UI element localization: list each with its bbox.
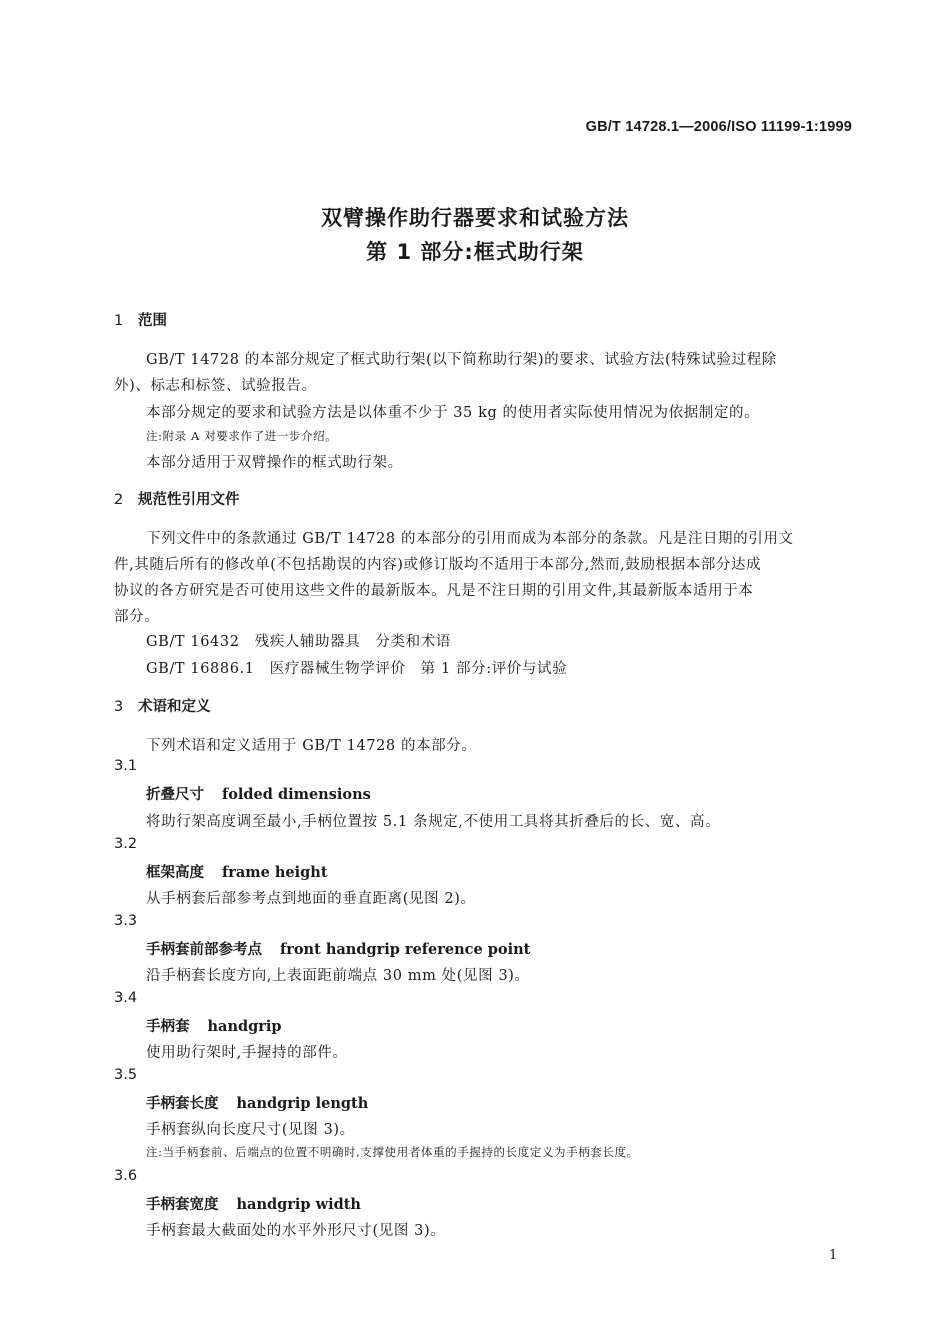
normative-reference: GB/T 16432 残疾人辅助器具 分类和术语 [146,634,451,650]
section-1-paragraph: 本部分规定的要求和试验方法是以体重不少于 35 kg 的使用者实际使用情况为依据制定的。 [146,405,760,421]
section-1-heading [114,309,167,330]
section-2-heading [114,488,240,509]
term-chinese: 手柄套宽度 [146,1196,219,1213]
term-english: handgrip [207,1018,282,1035]
term-english: front handgrip reference point [280,941,531,958]
clause-number: 3.6 [114,1168,138,1184]
term-heading [146,783,371,804]
term-note: 注:当手柄套前、后端点的位置不明确时,支撑使用者体重的手握持的长度定义为手柄套长度。 [146,1145,639,1159]
section-3-intro: 下列术语和定义适用于 GB/T 14728 的本部分。 [146,738,477,754]
term-heading [146,1092,368,1113]
section-title: 规范性引用文件 [138,492,240,508]
clause-number: 3.3 [114,913,138,929]
normative-reference: GB/T 16886.1 医疗器械生物学评价 第 1 部分:评价与试验 [146,661,568,677]
clause-number: 3.5 [114,1067,138,1083]
section-1-note: 注:附录 A 对要求作了进一步介绍。 [146,429,338,443]
standard-number-header: GB/T 14728.1—2006/ISO 11199-1:1999 [585,119,852,135]
document-subtitle: 第 1 部分:框式助行架 [366,240,584,264]
section-title: 术语和定义 [138,699,211,715]
clause-number: 3.4 [114,990,138,1006]
term-definition: 从手柄套后部参考点到地面的垂直距离(见图 2)。 [146,891,476,907]
section-2-paragraph-line: 部分。 [114,609,160,625]
term-heading [146,1015,282,1036]
term-definition: 将助行架高度调至最小,手柄位置按 5.1 条规定,不使用工具将其折叠后的长、宽、高。 [146,814,721,830]
term-heading [146,861,328,882]
document-title: 双臂操作助行器要求和试验方法 [321,206,629,230]
term-english: folded dimensions [222,786,371,803]
section-3-heading [114,695,211,716]
section-number: 2 [114,492,124,508]
term-heading [146,1193,361,1214]
section-1-paragraph-line: GB/T 14728 的本部分规定了框式助行架(以下简称助行架)的要求、试验方法(特殊试验过程除 [146,352,777,368]
term-chinese: 折叠尺寸 [146,786,204,803]
term-definition: 沿手柄套长度方向,上表面距前端点 30 mm 处(见图 3)。 [146,968,530,984]
term-definition: 手柄套最大截面处的水平外形尺寸(见图 3)。 [146,1223,446,1239]
section-number: 3 [114,699,124,715]
section-1-paragraph: 本部分适用于双臂操作的框式助行架。 [146,455,403,471]
term-heading [146,938,530,959]
clause-number: 3.1 [114,758,138,774]
term-chinese: 手柄套前部参考点 [146,941,262,958]
section-number: 1 [114,313,124,329]
term-chinese: 手柄套长度 [146,1095,219,1112]
page-number: 1 [829,1248,838,1263]
section-title: 范围 [138,313,167,329]
term-definition: 使用助行架时,手握持的部件。 [146,1045,348,1061]
term-chinese: 框架高度 [146,864,204,881]
section-2-paragraph-line: 下列文件中的条款通过 GB/T 14728 的本部分的引用而成为本部分的条款。凡是注日期的引用文 [146,531,794,547]
clause-number: 3.2 [114,836,138,852]
section-2-paragraph-line: 件,其随后所有的修改单(不包括勘误的内容)或修订版均不适用于本部分,然而,鼓励根据本部分达成 [114,557,762,573]
section-1-paragraph-line: 外)、标志和标签、试验报告。 [114,378,317,394]
term-english: handgrip length [236,1095,369,1112]
term-english: frame height [222,864,328,881]
term-definition: 手柄套纵向长度尺寸(见图 3)。 [146,1122,355,1138]
term-chinese: 手柄套 [146,1018,190,1035]
section-2-paragraph-line: 协议的各方研究是否可使用这些文件的最新版本。凡是不注日期的引用文件,其最新版本适用于本 [114,583,754,599]
term-english: handgrip width [236,1196,361,1213]
